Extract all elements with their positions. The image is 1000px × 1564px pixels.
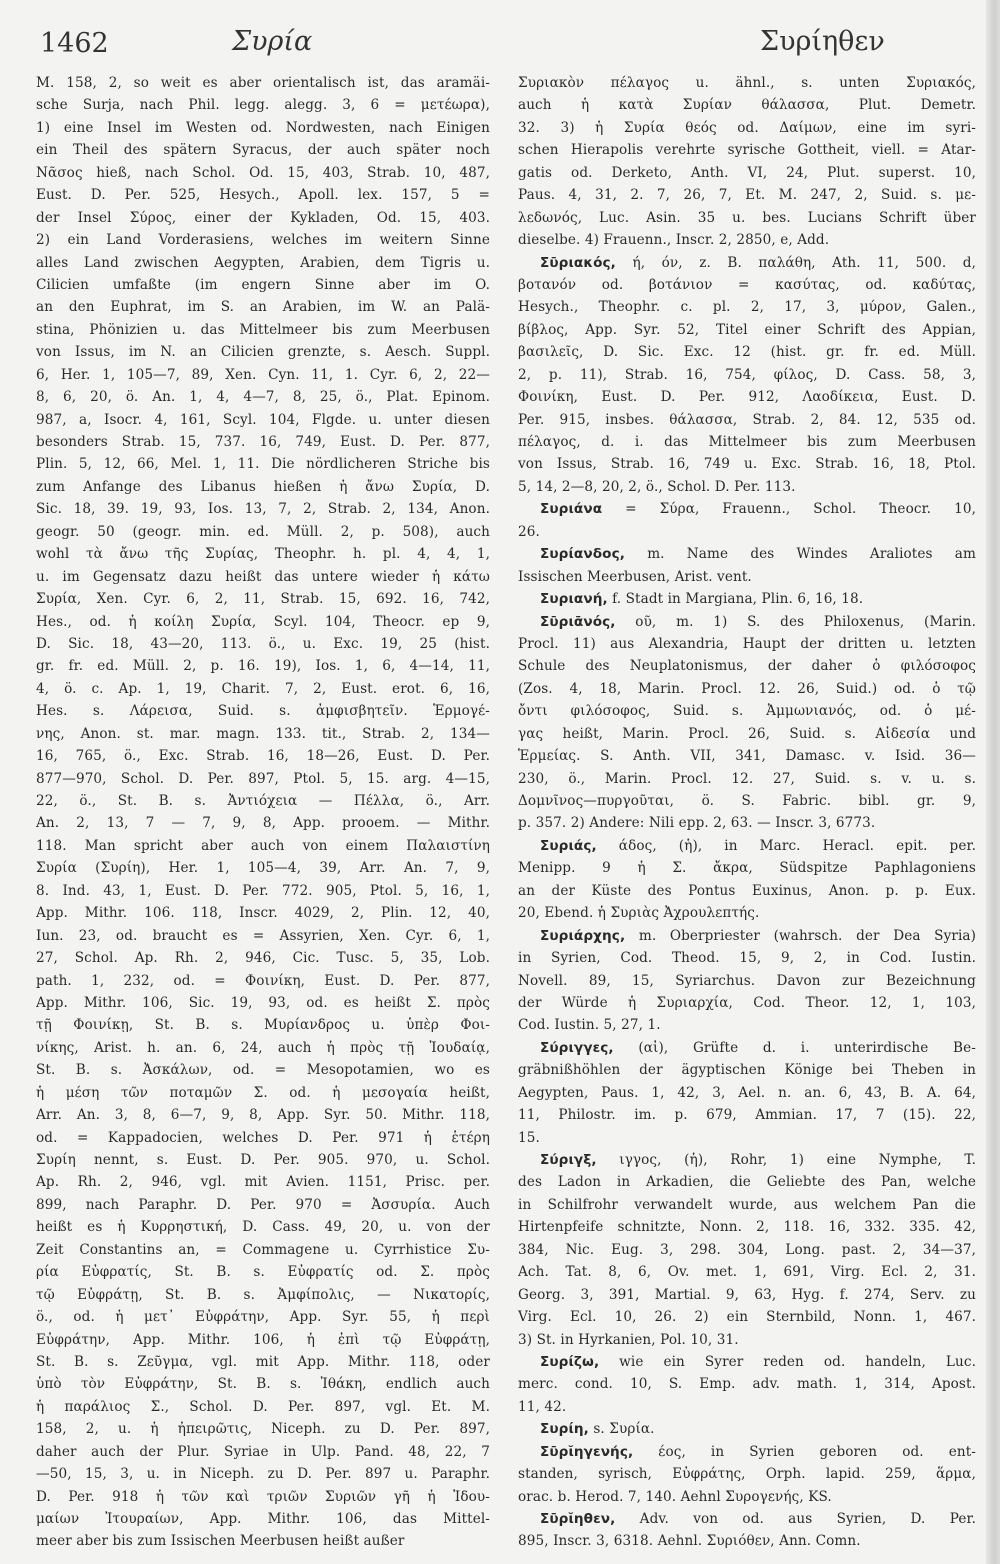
entry-text: βοτανόν od. βοτάνιον = κασύτας, od. καδύτας, — [518, 276, 976, 293]
text-line: St. B. s. Ἀσκάλων, od. = Mesopotamien, wo es — [36, 1062, 490, 1079]
text-line — [518, 678, 976, 700]
text-line — [518, 431, 976, 453]
entry-headword: Συρίη, — [540, 1421, 589, 1438]
entry-first-line — [518, 925, 976, 947]
text-line: 158, 2, u. ἡ ἠπειρῶτις, Niceph. zu D. Per. 897, — [36, 1421, 490, 1438]
text-line — [518, 1127, 976, 1149]
text-line: ein Theil des spätern Syracus, der auch später noch — [36, 142, 490, 159]
entry-text: γας heißt, Marin. Procl. 26, Suid. s. Αἰδεσία und — [518, 725, 976, 742]
text-line: Plin. 5, 12, 66, Mel. 1, 11. Die nördlicheren Striche bis — [36, 456, 490, 473]
text-line: Hes., od. ἡ κοίλη Συρία, Scyl. 104, Theocr. ep 9, — [36, 613, 490, 630]
entry-text: άδος, (ἡ), in Marc. Heracl. epit. per. — [596, 837, 976, 854]
text-line — [518, 72, 976, 94]
text-line: gr. fr. ed. Müll. 2, p. 16. 19), Ios. 1, 6, 4—14, 11, — [36, 658, 490, 675]
entry-first-line — [518, 252, 976, 274]
text-line: an den Euphrat, im S. an Arabien, im W. an Palä- — [36, 299, 490, 316]
entry-text: 11, Philostr. im. p. 679, Ammian. 17, 7 (15). 22, — [518, 1107, 976, 1124]
text-line: Cilicien umfaßte (im engern Sinne aber im O. — [36, 276, 490, 293]
text-line — [518, 700, 976, 722]
text-line — [518, 139, 976, 161]
entry-text: έος, in Syrien geboren od. ent- — [633, 1443, 976, 1460]
text-line: App. Mithr. 106. 118, Inscr. 4029, 2, Plin. 12, 40, — [36, 905, 490, 922]
entry-text: in Schilfrohr verwandelt wurde, aus welchem Pan die — [518, 1196, 976, 1213]
text-line — [518, 1171, 976, 1193]
text-line: Συρία, Xen. Cyr. 6, 2, 11, Strab. 15, 692. 16, 742, — [36, 591, 490, 608]
entry-first-line — [518, 1441, 976, 1463]
text-line: Eust. D. Per. 525, Hesych., Apoll. lex. 157, 5 = — [36, 187, 490, 204]
text-line — [518, 1530, 976, 1552]
page-header — [0, 22, 1000, 62]
text-line — [518, 1261, 976, 1283]
right-column — [518, 72, 976, 1553]
text-line — [518, 902, 976, 924]
text-line: 2) ein Land Vorderasiens, welches im weitern Sinne — [36, 232, 490, 249]
entry-text: Hesych., Theophr. c. pl. 2, 17, 3, μύρον, Galen., — [518, 299, 976, 316]
entry-text: Schule des Neuplatonismus, der daher ὁ φιλόσοφος — [518, 658, 976, 675]
text-line — [518, 341, 976, 363]
text-line: der Insel Σύρος, einer der Kykladen, Od. 15, 403. — [36, 209, 490, 226]
entry-text: s. Συρία. — [588, 1421, 655, 1438]
text-line: ὑπὸ τὸν Εὐφράτην, St. B. s. Ἰθάκη, endlich auch — [36, 1376, 490, 1393]
entry-text: gatis od. Derketo, Anth. VI, 24, Plut. superst. 10, — [518, 164, 976, 181]
text-line — [518, 1014, 976, 1036]
text-line: sche Surja, nach Phil. legg. alegg. 3, 6 = μετέωρα), — [36, 97, 490, 114]
entry-text: dieselbe. 4) Frauenn., Inscr. 2, 2850, e, Add. — [518, 232, 830, 249]
text-line: 877—970, Schol. D. Per. 897, Ptol. 5, 15. arg. 4—15, — [36, 770, 490, 787]
entry-text: m. Name des Windes Araliotes am — [625, 546, 976, 563]
text-line: stina, Phönizien u. das Mittelmeer bis zum Meerbusen — [36, 321, 490, 338]
entry-text: Cod. Iustin. 5, 27, 1. — [518, 1017, 661, 1034]
entry-first-line — [518, 588, 976, 610]
entry-text: Adv. von od. aus Syrien, D. Per. — [615, 1511, 976, 1527]
text-line: ö., od. ἡ μετ᾽ Εὐφράτην, App. Syr. 55, ἡ περὶ — [36, 1309, 490, 1326]
text-line: Νᾶσος hieß, nach Schol. Od. 15, 403, Strab. 10, 487, — [36, 164, 490, 181]
text-line — [518, 319, 976, 341]
entry-text: an der Küste des Pontus Euxinus, Anon. p. p. Eux. — [518, 882, 976, 899]
text-line: Iun. 23, od. braucht es = Assyrien, Xen. Cyr. 6, 1, — [36, 927, 490, 944]
text-line: 27, Schol. Ap. Rh. 2, 946, Cic. Tusc. 5, 35, Lob. — [36, 950, 490, 967]
entry-headword: Σῡριακός, — [540, 254, 616, 271]
text-line — [518, 992, 976, 1014]
text-line — [518, 296, 976, 318]
text-line — [518, 207, 976, 229]
text-line: wohl τὰ ἄνω τῆς Συρίας, Theophr. h. pl. 4, 4, 1, — [36, 546, 490, 563]
text-line: D. Per. 918 ἡ τῶν καὶ τριῶν Συριῶν γῆ ἡ Ἰδου- — [36, 1488, 490, 1505]
text-line: 22, ö., St. B. s. Ἀντιόχεια — Πέλλα, ö., Arr. — [36, 793, 490, 809]
entry-text: orac. b. Herod. 7, 140. Aehnl Συρογενής, KS. — [518, 1488, 832, 1505]
text-line — [518, 453, 976, 475]
text-line — [518, 812, 976, 834]
entry-text: = Σύρα, Frauenn., Schol. Theocr. 10, — [602, 501, 976, 518]
text-line: 6, Her. 1, 105—7, 89, Xen. Cyn. 11, 1. Cyr. 6, 2, 22— — [36, 366, 490, 383]
text-line — [518, 1463, 976, 1485]
text-line: 987, a, Isocr. 4, 161, Scyl. 104, Flgde. u. unter diesen — [36, 411, 490, 428]
text-line: D. Sic. 18, 43—20, 113. ö., u. Exc. 19, 25 (hist. — [36, 635, 490, 652]
text-line: 8. Ind. 43, 1, Eust. D. Per. 772. 905, Ptol. 5, 16, 1, — [36, 882, 490, 899]
text-line — [518, 1104, 976, 1126]
text-line: 899, nach Paraphr. D. Per. 970 = Ἀσσυρία. Auch — [36, 1196, 490, 1213]
entry-first-line — [518, 543, 976, 565]
entry-text: ιγγος, (ἡ), Rohr, 1) eine Nymphe, T. — [596, 1152, 976, 1168]
entry-headword: Συριάς, — [540, 837, 597, 854]
text-line: Sic. 18, 39. 19, 93, Ios. 13, 7, 2, Strab. 2, 134, Anon. — [36, 501, 490, 518]
page-number: 1462 — [40, 28, 109, 59]
entry-text: οῦ, m. 1) S. des Philoxenus, (Marin. — [615, 613, 976, 630]
text-line: daher auch der Plur. Syriae in Ulp. Pand. 48, 22, 7 — [36, 1443, 490, 1460]
text-line: 8, 6, 20, ö. An. 1, 4, 4—7, 8, 25, ö., Plat. Epinom. — [36, 389, 490, 406]
text-line: τῇ Φοινίκῃ, St. B. s. Μυρίανδρος u. ὑπὲρ Φοι- — [36, 1017, 490, 1034]
entry-headword: Συριάνα — [540, 501, 603, 518]
running-head-left: Συρία — [232, 26, 313, 57]
entry-headword: Συριάρχης, — [540, 927, 626, 944]
text-line — [518, 745, 976, 767]
entry-text: Novell. 89, 15, Syriarchus. Davon zur Bezeichnung — [518, 972, 976, 989]
entry-headword: Σύριγξ, — [540, 1152, 597, 1168]
text-line: St. B. s. Ζεῦγμα, vgl. mit App. Mithr. 118, oder — [36, 1353, 490, 1370]
text-line — [518, 521, 976, 543]
text-line: alles Land zwischen Aegypten, Arabien, dem Tigris u. — [36, 254, 490, 271]
entry-text: 3) St. in Hyrkanien, Pol. 10, 31. — [518, 1331, 739, 1348]
entry-text: standen, syrisch, Εὐφράτης, Orph. lapid. 259, ἅρμα, — [518, 1466, 976, 1483]
entry-text: Paus. 4, 31, 2. 7, 26, 7, Et. M. 247, 2, Suid. s. με- — [518, 187, 976, 204]
text-line — [518, 768, 976, 790]
entry-text: 5, 14, 2—8, 20, 2, ö., Schol. D. Per. 113. — [518, 478, 796, 495]
page-edge-shadow — [986, 0, 1000, 1564]
entry-text: βίβλος, App. Syr. 52, Titel einer Schrift des Appian, — [518, 321, 976, 338]
text-line — [518, 274, 976, 296]
entry-text: ή, όν, z. B. παλάθη, Ath. 11, 500. d, — [615, 254, 976, 271]
text-line: Εὐφράτην, App. Mithr. 106, ἡ ἐπὶ τῷ Εὐφράτῃ, — [36, 1331, 490, 1348]
left-column — [36, 72, 490, 1553]
text-line: ρία Εὐφρατίς, St. B. s. Εὐφρατίς od. Σ. πρὸς — [36, 1264, 490, 1281]
text-line — [518, 1306, 976, 1328]
text-line — [518, 162, 976, 184]
entry-text: merc. cond. 10, S. Emp. adv. math. 1, 314, Apost. — [518, 1376, 976, 1393]
entry-text: Virg. Ecl. 10, 26. 2) ein Sternbild, Nonn. 1, 467. — [518, 1309, 976, 1326]
entry-text: 11, 42. — [518, 1398, 567, 1415]
text-line: 118. Man spricht aber auch von einem Παλαιστίνη — [36, 837, 490, 854]
entry-text: in Syrien, Cod. Theod. 15, 9, 2, in Cod. Iustin. — [518, 950, 976, 967]
entry-text: 26. — [518, 523, 540, 540]
entry-text: 20, Ebend. ἡ Συριὰς Ἀχρουλεπτής. — [518, 905, 760, 922]
text-line: M. 158, 2, so weit es aber orientalisch ist, das aramäi- — [36, 75, 490, 91]
entry-text: Ἑρμείας. S. Anth. VII, 341, Damasc. v. Isid. 36— — [518, 748, 976, 765]
running-head-right: Συρίηθεν — [760, 26, 885, 57]
entry-headword: Συρίανδος, — [540, 546, 625, 563]
entry-first-line — [518, 1418, 976, 1440]
text-line — [518, 184, 976, 206]
entry-text: Φοινίκη, Eust. D. Per. 912, Λαοδίκεια, Eust. D. — [518, 389, 976, 406]
entry-text: Aegypten, Paus. 1, 42, 3, Ael. n. an. 6, 43, B. A. 64, — [518, 1084, 976, 1101]
text-line: meer aber bis zum Issischen Meerbusen heißt außer — [36, 1533, 405, 1550]
entry-headword: Σύριγγες, — [540, 1039, 614, 1056]
entry-headword: Συριανή, — [540, 591, 608, 608]
text-line: An. 2, 13, 7 — 7, 9, 8, App. prooem. — Mithr. — [36, 815, 490, 832]
entry-text: Georg. 3, 391, Martial. 9, 63, Hyg. f. 274, Serv. zu — [518, 1286, 976, 1303]
text-line — [518, 229, 976, 251]
text-line — [518, 1216, 976, 1238]
text-line — [518, 364, 976, 386]
text-line — [518, 1486, 976, 1508]
text-line: od. = Kappadocien, welches D. Per. 971 ἡ ἑτέρη — [36, 1129, 490, 1146]
entry-text: schen Hierapolis verehrte syrische Gottheit, viell. = Atar- — [518, 142, 976, 159]
text-line: 16, 765, ö., Exc. Strab. 16, 18—26, Eust. D. Per. — [36, 748, 490, 765]
text-line: νίκης, Arist. h. an. 6, 24, auch ἡ πρὸς τῇ Ἰουδαίᾳ, — [36, 1039, 490, 1056]
text-line: heißt es ἡ Κυρρηστική, D. Cass. 49, 20, u. von der — [36, 1219, 490, 1236]
entry-text: (Zos. 4, 18, Marin. Procl. 12. 26, Suid.) od. ὁ τῷ — [518, 680, 976, 697]
entry-text: wie ein Syrer reden od. handeln, Luc. — [599, 1353, 976, 1370]
entry-text: Procl. 11) aus Alexandria, Haupt der dritten u. letzten — [518, 635, 976, 652]
text-line — [518, 1373, 976, 1395]
text-line — [518, 880, 976, 902]
text-line — [518, 1059, 976, 1081]
entry-text: Συριακὸν πέλαγος u. ähnl., s. unten Συριακός, — [518, 75, 976, 91]
text-line — [518, 386, 976, 408]
entry-text: Hirtenpfeife schnitzte, Nonn. 2, 118. 16, 332. 335. 42, — [518, 1219, 976, 1236]
entry-text: des Ladon in Arkadien, die Geliebte des Pan, welche — [518, 1174, 976, 1191]
entry-first-line — [518, 1508, 976, 1530]
text-line — [518, 655, 976, 677]
entry-text: 32. 3) ἡ Συρία θεός od. Δαίμων, eine im syri- — [518, 119, 976, 136]
entry-first-line — [518, 835, 976, 857]
text-line: ἡ μέση τῶν ποταμῶν Σ. od. ἡ μεσογαία heißt, — [36, 1084, 490, 1101]
text-line: τῷ Εὐφράτῃ, St. B. s. Ἀμφίπολις, — Νικατορίς, — [36, 1286, 490, 1303]
text-line — [518, 790, 976, 812]
entry-text: βασιλεῖς, D. Sic. Exc. 12 (hist. gr. fr. ed. Müll. — [518, 344, 976, 361]
entry-text: Menipp. 9 ἡ Σ. ἄκρα, Südspitze Paphlagoniens — [518, 860, 976, 877]
text-line — [518, 566, 976, 588]
text-line: besonders Strab. 15, 737. 16, 749, Eust. D. Per. 877, — [36, 434, 490, 450]
entry-text: p. 357. 2) Andere: Nili epp. 2, 63. — Inscr. 3, 6773. — [518, 815, 876, 832]
text-line — [518, 1284, 976, 1306]
text-line: ἡ παράλιος Σ., Schol. D. Per. 897, vgl. Et. M. — [36, 1398, 490, 1415]
text-line — [518, 857, 976, 879]
text-line — [518, 1396, 976, 1418]
text-line: App. Mithr. 106, Sic. 19, 93, od. es heißt Σ. πρὸς — [36, 994, 490, 1011]
entry-text: πέλαγος, d. i. das Mittelmeer bis zum Meerbusen — [518, 434, 976, 450]
text-line — [518, 970, 976, 992]
text-line: Hes. s. Λάρεισα, Suid. s. ἀμφισβητεῖν. Ἑρμογέ- — [36, 703, 490, 720]
text-line — [518, 947, 976, 969]
entry-text: Ach. Tat. 8, 6, Ov. met. 1, 691, Virg. Ecl. 2, 31. — [518, 1264, 976, 1281]
entry-headword: Σῡρῐηγενής, — [540, 1443, 634, 1460]
entry-text: (αἱ), Grüfte d. i. unterirdische Be- — [613, 1039, 976, 1056]
text-line — [518, 633, 976, 655]
text-line: μαίων Ἰτουραίων, App. Mithr. 106, das Mittel- — [36, 1511, 490, 1527]
text-line: —50, 15, 3, u. in Niceph. zu D. Per. 897 u. Paraphr. — [36, 1466, 490, 1483]
entry-text: gräbnißhöhlen der ägyptischen Könige bei Theben in — [518, 1062, 976, 1079]
entry-text: f. Stadt in Margiana, Plin. 6, 16, 18. — [607, 591, 864, 608]
text-line — [518, 1329, 976, 1351]
entry-headword: Συρίζω, — [540, 1353, 600, 1370]
entry-first-line — [518, 1149, 976, 1171]
entry-text: ὄντι φιλόσοφος, Suid. s. Ἀμμωνιανός, od. ὁ μέ- — [518, 703, 976, 720]
text-line — [518, 1082, 976, 1104]
text-line: path. 1, 232, od. = Φοινίκη, Eust. D. Per. 877, — [36, 972, 490, 989]
text-line — [518, 117, 976, 139]
entry-text: 230, ö., Marin. Procl. 12. 27, Suid. s. v. u. s. — [518, 770, 976, 787]
entry-text: Per. 915, insbes. θάλασσα, Strab. 2, 84. 12, 535 od. — [518, 411, 976, 428]
text-line: u. im Gegensatz dazu heißt das untere wieder ἡ κάτω — [36, 568, 490, 585]
text-line: geogr. 50 (geogr. min. ed. Müll. 2, p. 508), auch — [36, 523, 490, 540]
entry-text: m. Oberpriester (wahrsch. der Dea Syria) — [625, 927, 976, 944]
text-line: 1) eine Insel im Westen od. Nordwesten, nach Einigen — [36, 119, 490, 136]
text-line: Συρία (Συρίη), Her. 1, 105—4, 39, Arr. An. 7, 9, — [36, 860, 490, 877]
entry-text: λεδωνός, Luc. Asin. 35 u. bes. Lucians Schrift über — [518, 209, 976, 226]
text-line: Ap. Rh. 2, 946, vgl. mit Avien. 1151, Prisc. per. — [36, 1174, 490, 1191]
text-line: Arr. An. 3, 8, 6—7, 9, 8, App. Syr. 50. Mithr. 118, — [36, 1107, 490, 1124]
text-line — [518, 1194, 976, 1216]
entry-first-line — [518, 1351, 976, 1373]
entry-headword: Σῡριᾱνός, — [540, 613, 616, 630]
entry-text: auch ἡ κατὰ Συρίαν θάλασσα, Plut. Demetr. — [518, 97, 976, 114]
entry-text: Issischen Meerbusen, Arist. vent. — [518, 568, 752, 585]
entry-text: 384, Nic. Eug. 3, 298. 304, Long. past. 2, 34—37, — [518, 1241, 976, 1258]
text-line: 4, ö. c. Ap. 1, 19, Charit. 7, 2, Eust. erot. 6, 16, — [36, 680, 490, 697]
text-line — [518, 94, 976, 116]
entry-first-line — [518, 498, 976, 520]
text-line — [518, 476, 976, 498]
entry-headword: Σῡρῐηθεν, — [540, 1511, 616, 1527]
text-line: νης, Anon. st. mar. magn. 133. tit., Strab. 2, 134— — [36, 725, 490, 742]
text-line — [518, 1239, 976, 1261]
entry-first-line — [518, 611, 976, 633]
text-line — [518, 723, 976, 745]
entry-text: 15. — [518, 1129, 540, 1146]
text-line: Zeit Constantins an, = Commagene u. Cyrrhistice Συ- — [36, 1241, 490, 1258]
entry-first-line — [518, 1037, 976, 1059]
text-line: Συρίη nennt, s. Eust. D. Per. 905. 970, u. Schol. — [36, 1152, 490, 1168]
entry-text: von Issus, Strab. 16, 749 u. Exc. Strab. 16, 18, Ptol. — [518, 456, 976, 473]
entry-text: der Würde ἡ Συριαρχία, Cod. Theor. 12, 1, 103, — [518, 994, 976, 1011]
text-line: zum Anfange des Libanus hießen ἡ ἄνω Συρία, D. — [36, 478, 490, 495]
entry-text: 895, Inscr. 3, 6318. Aehnl. Συριόθεν, Ann. Comn. — [518, 1533, 861, 1550]
text-line — [518, 409, 976, 431]
entry-text: Δομνῖνος—πυργοῦται, ö. S. Fabric. bibl. gr. 9, — [518, 793, 976, 809]
text-line: von Issus, im N. an Cilicien grenzte, s. Aesch. Suppl. — [36, 344, 490, 361]
entry-text: 2, p. 11), Strab. 16, 754, φίλος, D. Cass. 58, 3, — [518, 366, 976, 383]
